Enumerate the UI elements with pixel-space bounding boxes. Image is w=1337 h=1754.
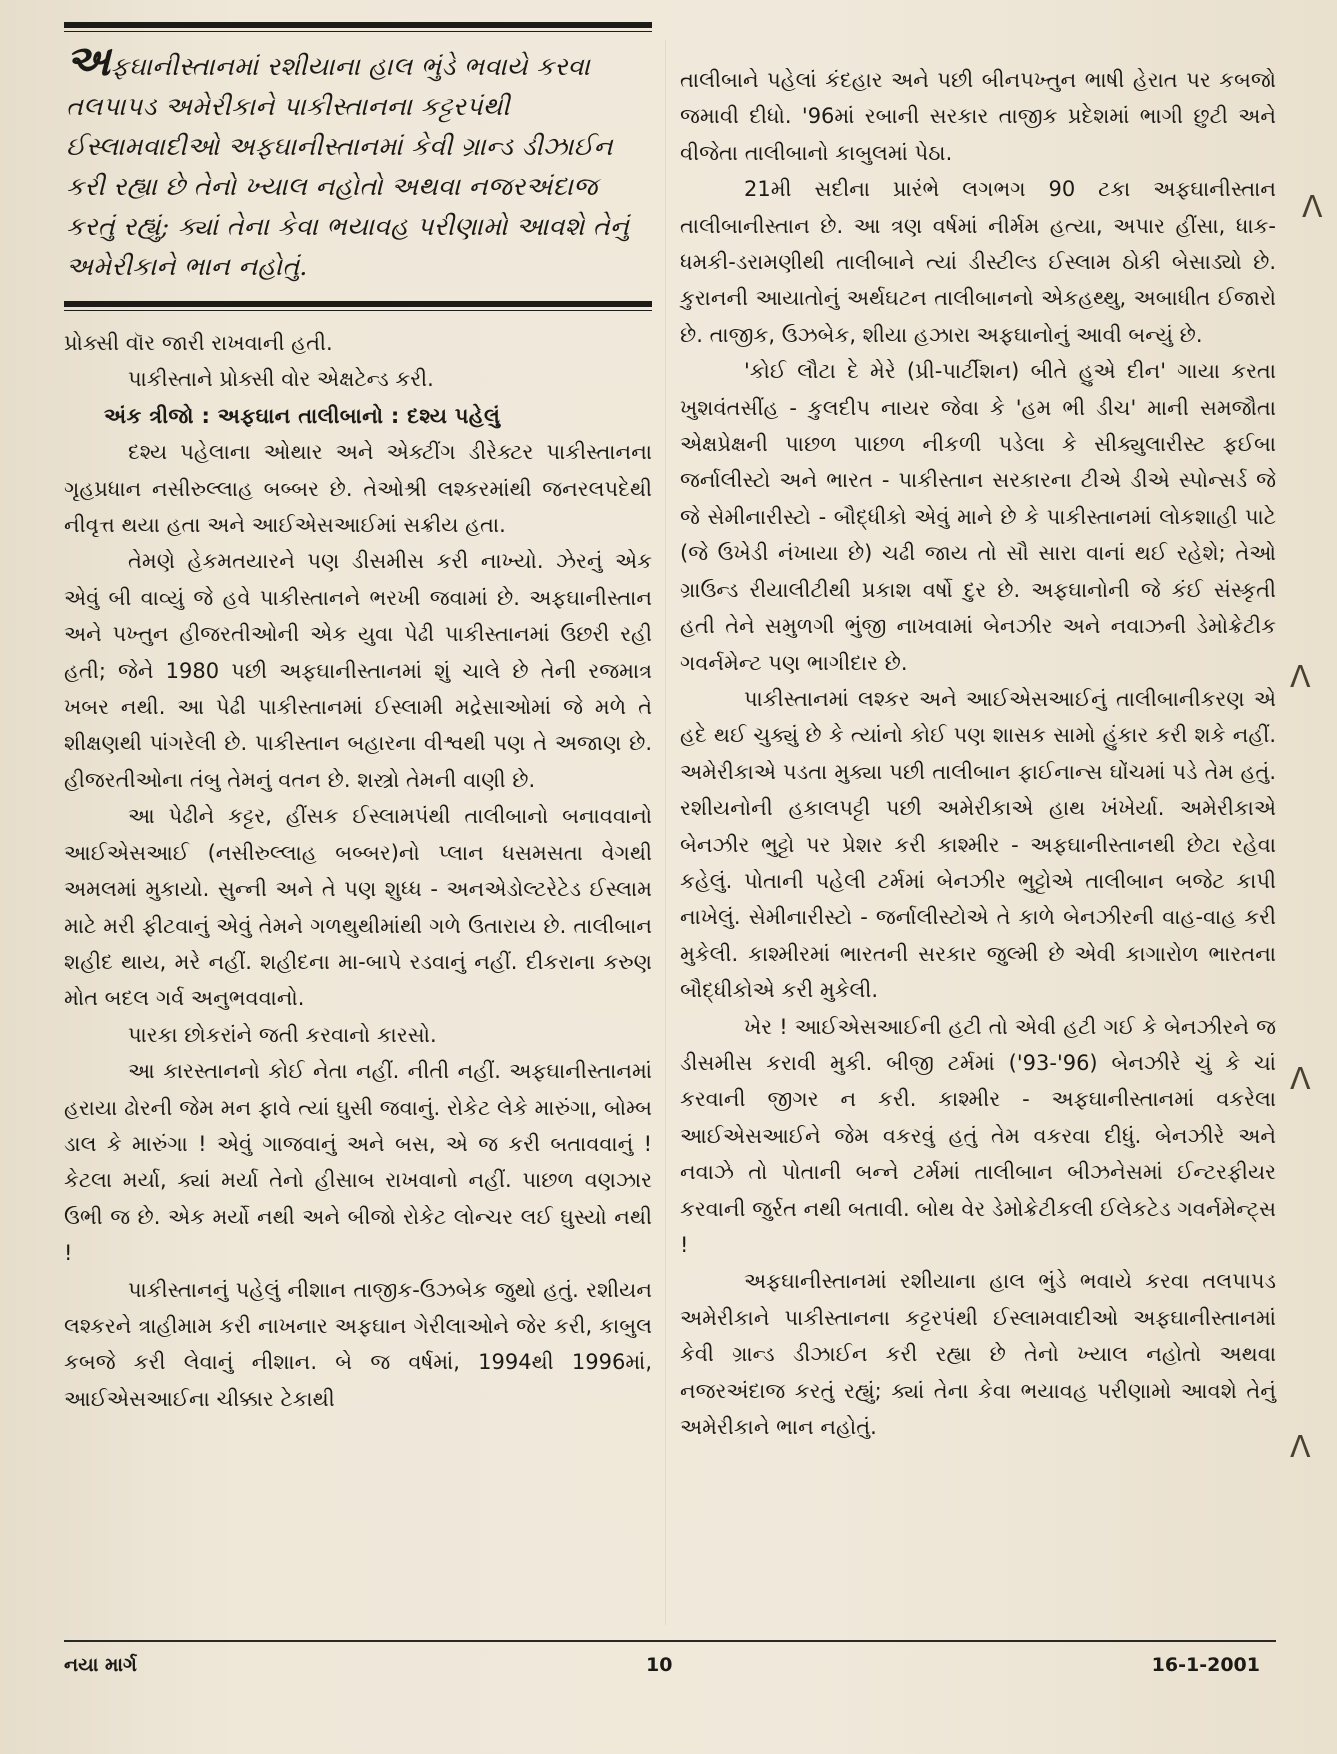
paragraph: ખેર ! આઈએસઆઈની હટી તો એવી હટી ગઈ કે બેનઝીરને જ ડીસમીસ કરાવી મુકી. બીજી ટર્મમાં ('93-'96) બેનઝીરે ચું કે ચાં કરવાની જીગર ન કરી. કાશ્મીર - અફઘાનીસ્તાનમાં વકરેલા આઈએસઆઈને જેમ વકરવું હતું તેમ વકરવા દીધું. બેનઝીરે અને નવાઝે તો પોતાની બન્ને ટર્મમાં તાલીબાન બીઝનેસમાં ઈન્ટરફીયર કરવાની જુર્રત નથી બતાવી. બોથ વેર ડેમોક્રેટીકલી ઈલેકટેડ ગવર્નમેન્ટ્સ ! bbox=[680, 1014, 1276, 1257]
margin-pencil-mark: ᐱ bbox=[1290, 660, 1311, 695]
paragraph: આ પેઢીને કટ્ટર, હીંસક ઈસ્લામપંથી તાલીબાનો બનાવવાનો આઈએસઆઈ (નસીરુલ્લાહ બબ્બર)નો પ્લાન ધસમસતા વેગથી અમલમાં મુકાયો. સુન્ની અને તે પણ શુધ્ધ - અનએડોલ્ટરેટેડ ઈસ્લામ માટે મરી ફીટવાનું એવું તેમને ગળથુથીમાંથી ગળે ઉતારાય છે. તાલીબાન શહીદ થાય, મરે નહીં. શહીદના મા-બાપે રડવાનું નહીં. દીકરાના કરુણ મોત બદલ ગર્વ અનુભવવાનો. bbox=[64, 804, 652, 1011]
paragraph: અફઘાનીસ્તાનમાં રશીયાના હાલ ભુંડે ભવાયે કરવા તલપાપડ અમેરીકાને પાકીસ્તાનના કટ્ટરપંથી ઈસ્લામવાદીઓ અફઘાનીસ્તાનમાં કેવી ગ્રાન્ડ ડીઝાઈન કરી રહ્યા છે તેનો ખ્યાલ નહોતો અથવા નજરઅંદાજ કરતું રહ્યું; ક્યાં તેના કેવા ભયાવહ પરીણામો આવશે તેનું અમેરીકાને ભાન નહોતું. bbox=[680, 1269, 1276, 1440]
paragraph: પાકીસ્તાને પ્રોક્સી વોર એક્ષટેન્ડ કરી. bbox=[128, 367, 434, 392]
paragraph: આ કારસ્તાનનો કોઈ નેતા નહીં. નીતી નહીં. અફઘાનીસ્તાનમાં હરાયા ઢોરની જેમ મન ફાવે ત્યાં ઘુસી જવાનું. રોકેટ લેકે મારુંગા, બોમ્બ ડાલ કે મારુંગા ! એવું ગાજવાનું અને બસ, એ જ કરી બતાવવાનું ! કેટલા મર્યા, ક્યાં મર્યા તેનો હીસાબ રાખવાનો નહીં. પાછળ વણઝાર ઉભી જ છે. એક મર્યો નથી અને બીજો રોકેટ લોન્ચર લઈ ઘુસ્યો નથી ! bbox=[64, 1059, 652, 1266]
paragraph: દશ્ય પહેલાના ઓથાર અને એક્ટીંગ ડીરેક્ટર પાકીસ્તાનના ગૃહપ્રધાન નસીરુલ્લાહ બબ્બર છે. તેઓશ્રી લશ્કરમાંથી જનરલપદેથી નીવૃત્ત થયા હતા અને આઈએસઆઈમાં સક્રીય હતા. bbox=[64, 440, 652, 538]
right-column bbox=[680, 62, 1276, 1445]
left-column bbox=[64, 22, 652, 1417]
pull-quote-drop-cap: અ bbox=[66, 36, 111, 85]
left-body-text bbox=[64, 325, 652, 1417]
margin-pencil-mark: ᐱ bbox=[1290, 1062, 1311, 1097]
paragraph: તેમણે હેકમતયારને પણ ડીસમીસ કરી નાખ્યો. ઝેરનું એક એવું બી વાવ્યું જે હવે પાકીસ્તાનને ભરખી જવામાં છે. અફઘાનીસ્તાન અને પખ્તુન હીજરતીઓની એક યુવા પેઢી પાકીસ્તાનમાં ઉછરી રહી હતી; જેને 1980 પછી અફઘાનીસ્તાનમાં શું ચાલે છે તેની રજમાત્ર ખબર નથી. આ પેઢી પાકીસ્તાનમાં ઈસ્લામી મદ્રેસાઓમાં જે મળે તે શીક્ષણથી પાંગરેલી છે. પાકીસ્તાન બહારના વીશ્વથી પણ તે અજાણ છે. હીજરતીઓના તંબુ તેમનું વતન છે. શસ્ત્રો તેમની વાણી છે. bbox=[64, 549, 652, 792]
pull-quote-bottom-rule bbox=[64, 301, 652, 311]
margin-pencil-mark: ᐱ bbox=[1290, 1430, 1311, 1465]
pull-quote-top-rule bbox=[64, 22, 652, 32]
right-body-text bbox=[680, 62, 1276, 1445]
page-footer bbox=[64, 1640, 1276, 1682]
margin-pencil-mark: ᐱ bbox=[1302, 190, 1323, 225]
paragraph: પાકીસ્તાનનું પહેલું નીશાન તાજીક-ઉઝબેક જુથો હતું. રશીયન લશ્કરને ત્રાહીમામ કરી નાખનાર અફઘાન ગેરીલાઓને જેર કરી, કાબુલ કબજે કરી લેવાનું નીશાન. બે જ વર્ષમાં, 1994થી 1996માં, આઈએસઆઈના ચીક્કાર ટેકાથી bbox=[64, 1277, 652, 1411]
paragraph: પ્રોક્સી વૉર જારી રાખવાની હતી. bbox=[64, 331, 333, 355]
paragraph: પારકા છોકરાંને જતી કરવાનો કારસો. bbox=[128, 1022, 437, 1047]
section-heading: અંક ત્રીજો : અફઘાન તાલીબાનો : દશ્ય પહેલું bbox=[104, 403, 501, 428]
page-number: 10 bbox=[646, 1654, 673, 1676]
paragraph: 21મી સદીના પ્રારંભે લગભગ 90 ટકા અફઘાનીસ્તાન તાલીબાનીસ્તાન છે. આ ત્રણ વર્ષમાં નીર્મમ હત્યા, અપાર હીંસા, ધાક-ધમકી-ડરામણીથી તાલીબાને ત્યાં ડીસ્ટીલ્ડ ઈસ્લામ ઠોકી બેસાડ્યો છે. કુરાનની આયાતોનું અર્થઘટન તાલીબાનનો એકહથ્થુ, અબાધીત ઈજારો છે. તાજીક, ઉઝબેક, શીયા હઝારા અફઘાનોનું આવી બન્યું છે. bbox=[680, 177, 1276, 347]
magazine-name: નયા માર્ગ bbox=[64, 1654, 137, 1676]
paragraph: 'કોઈ લૌટા દે મેરે (પ્રી-પાર્ટીશન) બીતે હુએ દીન' ગાયા કરતા ખુશવંતસીંહ - કુલદીપ નાયર જેવા કે 'હમ ભી ડીચ' માની સમજૌતા એક્ષપ્રેક્ષની પાછળ પાછળ નીકળી પડેલા કે સીક્યુલારીસ્ટ ફઈબા જર્નાલીસ્ટો અને ભારત - પાકીસ્તાન સરકારના ટીએ ડીએ સ્પોન્સર્ડ જે જે સેમીનારીસ્ટો - બૌદ્ધીકો એવું માને છે કે પાકીસ્તાનમાં લોકશાહી પાટે (જે ઉખેડી નંખાયા છે) ચઢી જાય તો સૌ સારા વાનાં થઈ રહેશે; તેઓ ગ્રાઉન્ડ રીયાલીટીથી પ્રકાશ વર્ષો દુર છે. અફઘાનોની જે કંઈ સંસ્કૃતી હતી તેને સમુળગી ભુંજી નાખવામાં બેનઝીર અને નવાઝની ડેમોક્રેટીક ગવર્નમેન્ટ પણ ભાગીદાર છે. bbox=[680, 359, 1276, 675]
issue-date: 16-1-2001 bbox=[1151, 1654, 1260, 1676]
pull-quote bbox=[66, 36, 652, 287]
column-gutter bbox=[665, 40, 666, 1625]
paragraph: પાકીસ્તાનમાં લશ્કર અને આઈએસઆઈનું તાલીબાનીકરણ એ હદે થઈ ચુક્યું છે કે ત્યાંનો કોઈ પણ શાસક સામો હુંકાર કરી શકે નહીં. અમેરીકાએ પડતા મુક્યા પછી તાલીબાન ફાઈનાન્સ ઘોંચમાં પડે તેમ હતું. રશીયનોની હકાલપટ્ટી પછી અમેરીકાએ હાથ ખંખેર્યા. અમેરીકાએ બેનઝીર ભુટ્ટો પર પ્રેશર કરી કાશ્મીર - અફઘાનીસ્તાનથી છેટા રહેવા કહેલું. પોતાની પહેલી ટર્મમાં બેનઝીર ભુટ્ટોએ તાલીબાન બજેટ કાપી નાખેલું. સેમીનારીસ્ટો - જર્નાલીસ્ટોએ તે કાળે બેનઝીરની વાહ-વાહ કરી મુકેલી. કાશ્મીરમાં ભારતની સરકાર જુલ્મી છે એવી કાગારોળ ભારતના બૌદ્ધીકોએ કરી મુકેલી. bbox=[680, 686, 1276, 1003]
paragraph: તાલીબાને પહેલાં કંદહાર અને પછી બીનપખ્તુન ભાષી હેરાત પર કબજો જમાવી દીધો. '96માં રબાની સરકાર તાજીક પ્રદેશમાં ભાગી છુટી અને વીજેતા તાલીબાનો કાબુલમાં પેઠા. bbox=[680, 68, 1276, 165]
pull-quote-text: ફઘાનીસ્તાનમાં રશીયાના હાલ ભુંડે ભવાયે કરવા તલપાપડ અમેરીકાને પાકીસ્તાનના કટ્ટરપંથી ઈસ્લામવાદીઓ અફઘાનીસ્તાનમાં કેવી ગ્રાન્ડ ડીઝાઈન કરી રહ્યા છે તેનો ખ્યાલ નહોતો અથવા નજરઅંદાજ કરતું રહ્યું; ક્યાં તેના કેવા ભયાવહ પરીણામો આવશે તેનું અમેરીકાને ભાન નહોતું. bbox=[66, 52, 630, 282]
